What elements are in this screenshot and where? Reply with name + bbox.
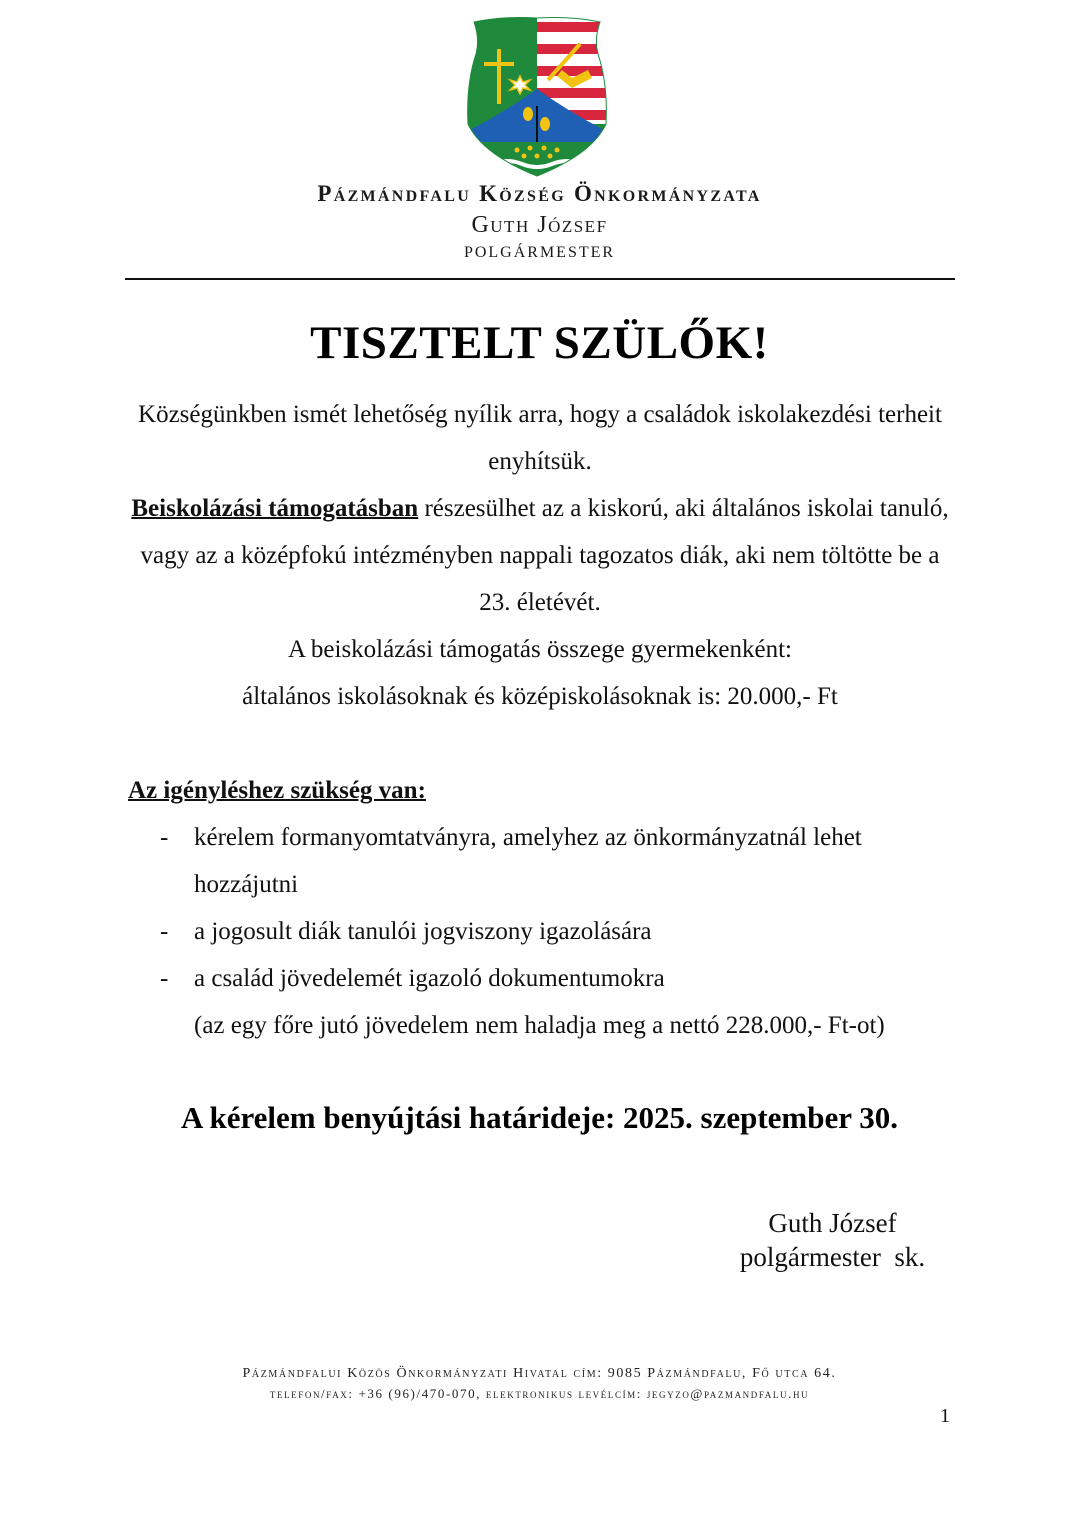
coat-of-arms-icon: [462, 14, 612, 179]
organization-name: Pázmándfalu Község Önkormányzata: [317, 181, 762, 206]
mayor-title: POLGÁRMESTER: [463, 244, 616, 261]
eligibility-text: részesülhet az a kiskorú, aki általános iskolai tanuló, vagy az a középfokú intézményben nappali tagozatos diák, aki nem töltötte be a 23. életévét.: [140, 495, 949, 616]
eligibility-bold-phrase: Beiskolázási támogatásban: [131, 495, 419, 522]
dash-bullet: -: [160, 965, 169, 992]
list-item-text: a jogosult diák tanulói jogviszony igazolására: [194, 918, 652, 945]
signature-name: Guth József: [768, 1208, 897, 1238]
page-number: 1: [940, 1405, 950, 1427]
intro-paragraph: Községünkben ismét lehetőség nyílik arra, hogy a családok iskolakezdési terheit enyhítsük.: [138, 401, 942, 475]
signature-title: polgármester sk.: [739, 1242, 926, 1272]
requirements-heading: Az igényléshez szükség van:: [128, 777, 426, 804]
requirements-list: [160, 814, 960, 1049]
amount-paragraph: [125, 626, 955, 720]
list-item-text: a család jövedelemét igazoló dokumentumokra: [194, 965, 665, 992]
footer-address: Pázmándfalui Közös Önkormányzati Hivatal cím: 9085 Pázmándfalu, Fő utca 64.: [242, 1366, 837, 1381]
list-item-note: (az egy főre jutó jövedelem nem haladja meg a nettó 228.000,- Ft-ot): [194, 1012, 885, 1039]
amount-line-2: általános iskolásoknak és középiskolásoknak is: 20.000,- Ft: [242, 683, 838, 710]
list-item-text: kérelem formanyomtatványra, amelyhez az önkormányzatnál lehet hozzájutni: [194, 824, 862, 898]
footer-contact: telefon/fax: +36 (96)/470-070, elektronikus levélcím: jegyzo@pazmandfalu.hu: [269, 1386, 810, 1401]
dash-bullet: -: [160, 824, 169, 851]
amount-line-1: A beiskolázási támogatás összege gyermekenként:: [287, 636, 792, 663]
signature-block: [700, 1206, 965, 1274]
list-item: [160, 908, 960, 955]
list-item: [160, 955, 960, 1049]
list-item: [160, 814, 960, 908]
page-title: TISZTELT SZÜLŐK!: [310, 317, 769, 369]
mayor-name: Guth József: [471, 212, 608, 238]
deadline-notice: A kérelem benyújtási határideje: 2025. szeptember 30.: [181, 1100, 898, 1135]
eligibility-paragraph: [125, 485, 955, 626]
dash-bullet: -: [160, 918, 169, 945]
header-divider: [125, 278, 955, 280]
